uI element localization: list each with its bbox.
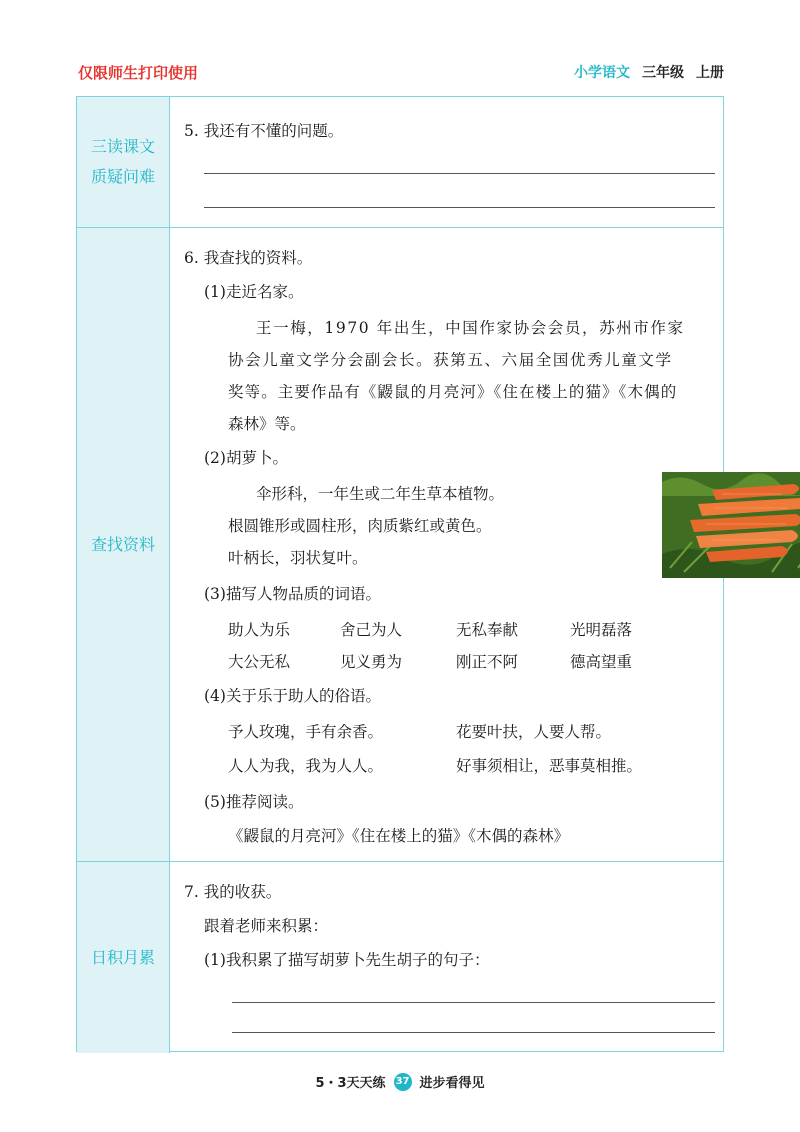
label-text: 查找资料 <box>90 534 155 554</box>
label-text: 日积月累 <box>90 947 155 967</box>
author-bio-line: 王一梅，1970 年出生，中国作家协会会员，苏州市作家 <box>256 319 685 337</box>
question-7: 7. 我的收获。 <box>184 883 282 901</box>
part3-title: (3)描写人物品质的词语。 <box>204 585 381 603</box>
question-6: 6. 我查找的资料。 <box>184 249 313 267</box>
section-research-row <box>77 227 723 861</box>
carrot-description-line: 叶柄长，羽状复叶。 <box>228 549 368 567</box>
volume-label: 上册 <box>696 65 724 81</box>
part2-title: (2)胡萝卜。 <box>204 449 288 467</box>
harvest-prompt: (1)我积累了描写胡萝卜先生胡子的句子： <box>204 951 490 969</box>
answer-line-1[interactable] <box>204 173 715 174</box>
vocab-word: 光明磊落 <box>570 621 633 639</box>
answer-line-4[interactable] <box>232 1032 715 1033</box>
vocab-word: 刚正不阿 <box>456 653 519 671</box>
section-label-questions <box>77 97 170 227</box>
section-content-questions <box>170 97 723 227</box>
vocab-word: 助人为乐 <box>228 621 291 639</box>
saying: 花要叶扶，人要人帮。 <box>456 723 612 741</box>
answer-line-2[interactable] <box>204 207 715 208</box>
vocab-word: 大公无私 <box>228 653 291 671</box>
part5-title: (5)推荐阅读。 <box>204 793 304 811</box>
page-number-badge: 37 <box>394 1073 412 1091</box>
footer <box>0 1072 800 1091</box>
subject-label: 小学语文 <box>574 65 630 81</box>
book-info <box>574 62 724 82</box>
saying: 好事须相让，恶事莫相推。 <box>456 757 643 775</box>
section-content-research <box>170 228 723 861</box>
author-bio-line: 协会儿童文学分会副会长。获第五、六届全国优秀儿童文学 <box>228 351 673 369</box>
harvest-intro: 跟着老师来积累： <box>204 917 329 935</box>
vocab-word: 无私奉献 <box>456 621 519 639</box>
part1-title: (1)走近名家。 <box>204 283 304 301</box>
vocab-word: 舍己为人 <box>340 621 403 639</box>
section-label-harvest <box>77 862 170 1053</box>
question-5: 5. 我还有不懂的问题。 <box>184 122 344 140</box>
saying: 人人为我，我为人人。 <box>228 757 384 775</box>
section-content-harvest <box>170 862 723 1053</box>
print-notice: 仅限师生打印使用 <box>78 64 199 82</box>
label-line-2: 质疑问难 <box>90 167 155 186</box>
author-bio-line: 奖等。主要作品有《鼹鼠的月亮河》《住在楼上的猫》《木偶的 <box>228 383 678 401</box>
section-question-row <box>77 97 723 227</box>
grade-label: 三年级 <box>642 65 684 81</box>
answer-line-3[interactable] <box>232 1002 715 1003</box>
footer-slogan: 进步看得见 <box>419 1076 485 1091</box>
carrot-photo <box>662 472 800 578</box>
label-line-1: 三读课文 <box>90 137 155 156</box>
saying: 予人玫瑰，手有余香。 <box>228 723 384 741</box>
worksheet-table <box>76 96 724 1052</box>
section-label-research <box>77 228 170 861</box>
section-harvest-row <box>77 861 723 1053</box>
carrot-description-line: 伞形科，一年生或二年生草本植物。 <box>256 485 505 503</box>
vocab-word: 德高望重 <box>570 653 633 671</box>
footer-series: 5・3天天练 <box>315 1076 386 1091</box>
author-bio-line: 森林》等。 <box>228 415 306 433</box>
recommended-books: 《鼹鼠的月亮河》《住在楼上的猫》《木偶的森林》 <box>228 827 570 845</box>
vocab-word: 见义勇为 <box>340 653 403 671</box>
carrot-description-line: 根圆锥形或圆柱形，肉质紫红或黄色。 <box>228 517 492 535</box>
part4-title: (4)关于乐于助人的俗语。 <box>204 687 381 705</box>
